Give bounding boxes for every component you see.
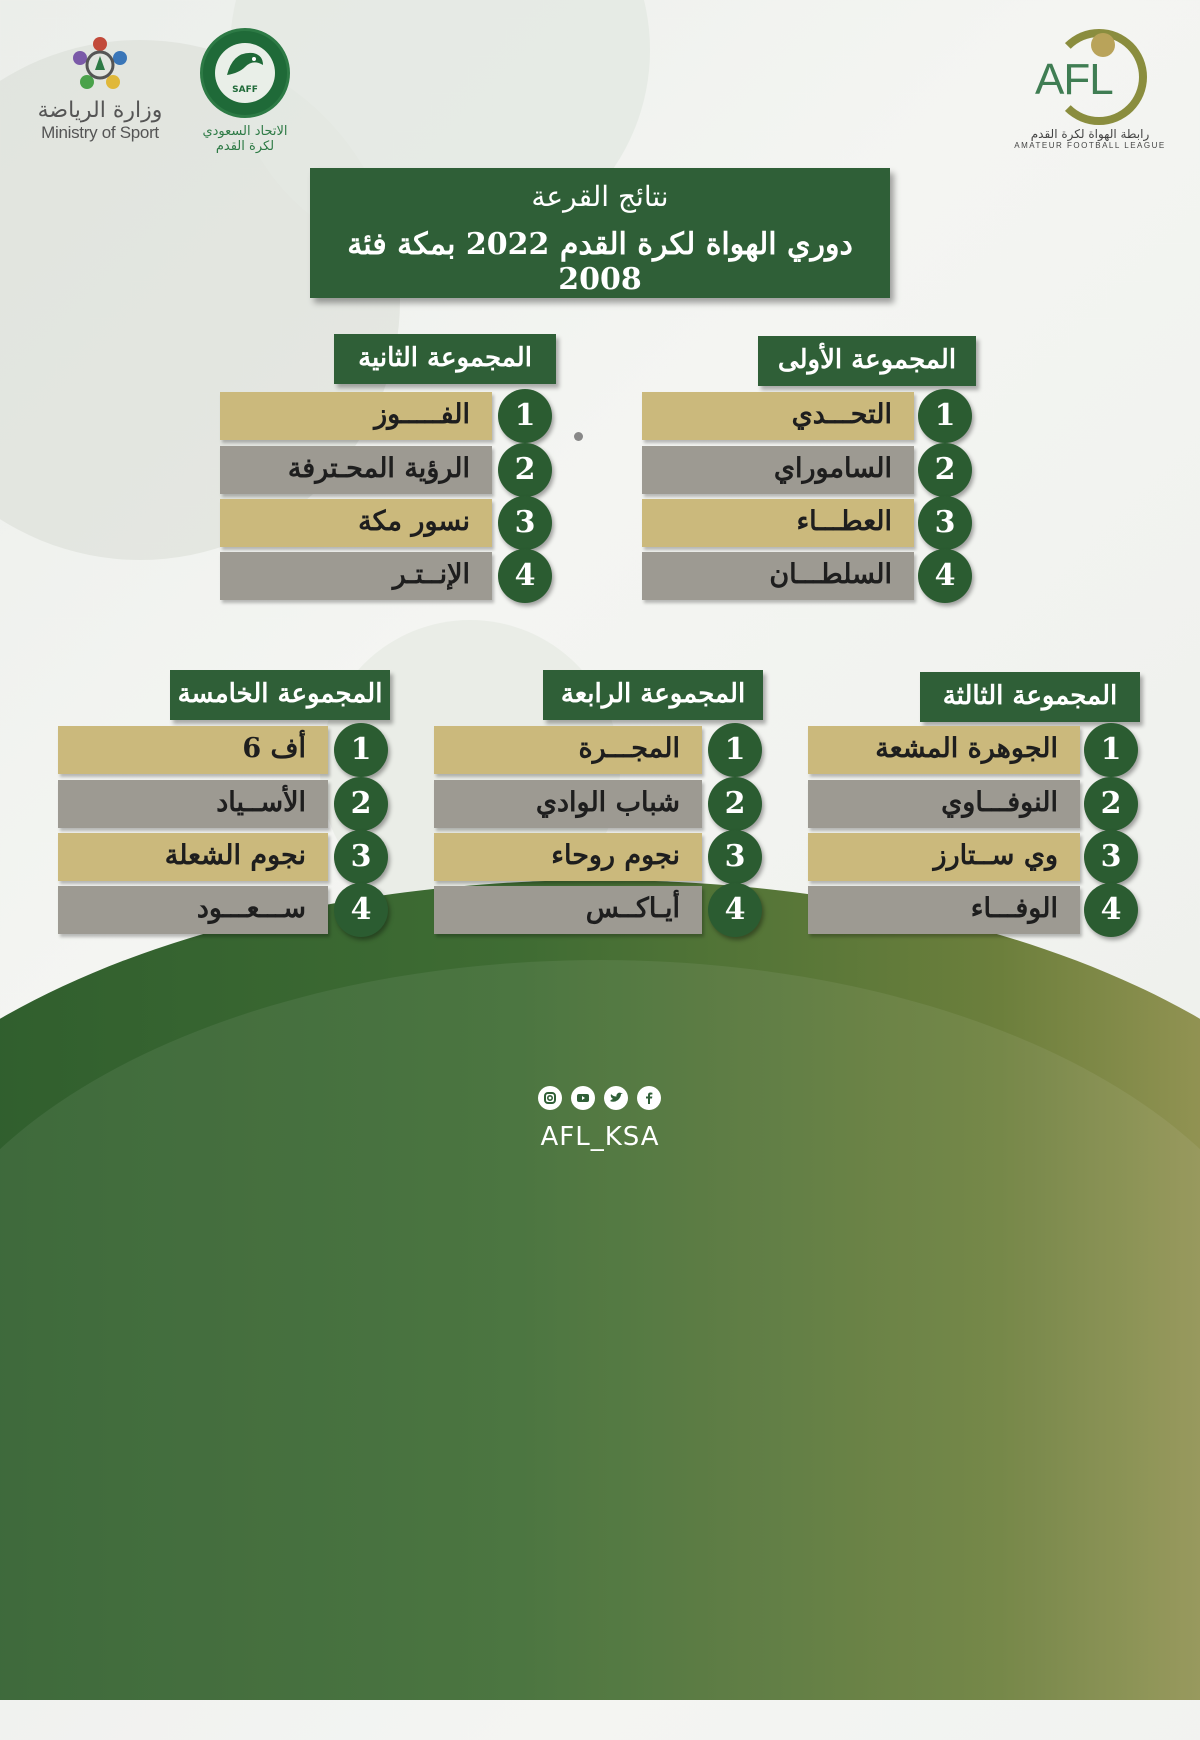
team-name: نجوم الشعلة	[58, 833, 328, 881]
ministry-of-sport-logo	[30, 30, 170, 143]
facebook-icon[interactable]	[637, 1086, 661, 1110]
afl-logo	[1010, 25, 1170, 150]
group-4-row-1	[434, 726, 766, 776]
group-1-header: المجموعة الأولى	[758, 336, 976, 386]
saff-name-line1: الاتحاد السعودي	[202, 124, 288, 139]
rank-number: 4	[918, 549, 972, 603]
rank-number: 3	[498, 496, 552, 550]
rank-number: 2	[708, 777, 762, 831]
instagram-icon[interactable]	[538, 1086, 562, 1110]
title-box	[310, 168, 890, 298]
rank-number: 1	[918, 389, 972, 443]
rank-number: 2	[918, 443, 972, 497]
group-3-row-1	[808, 726, 1140, 776]
group-5-row-1	[58, 726, 390, 776]
saff-name-line2: لكرة القدم	[215, 139, 275, 154]
ministry-name-english: Ministry of Sport	[41, 123, 159, 142]
team-name: الفـــــوز	[220, 392, 492, 440]
team-name: السلطـــان	[642, 552, 914, 600]
team-name: النوفـــاوي	[808, 780, 1080, 828]
afl-name-english: AMATEUR FOOTBALL LEAGUE	[1014, 141, 1166, 150]
footer-band-highlight	[0, 960, 1200, 1740]
team-name: ســـعـــود	[58, 886, 328, 934]
rank-number: 2	[1084, 777, 1138, 831]
separator-dot	[574, 432, 583, 441]
team-name: شباب الوادي	[434, 780, 702, 828]
rank-number: 1	[498, 389, 552, 443]
rank-number: 4	[708, 883, 762, 937]
team-name: نسور مكة	[220, 499, 492, 547]
team-name: التحـــدي	[642, 392, 914, 440]
team-name: الساموراي	[642, 446, 914, 494]
group-5-header: المجموعة الخامسة	[170, 670, 390, 720]
rank-number: 1	[334, 723, 388, 777]
afl-letters: AFL	[1035, 55, 1113, 104]
group-5-row-2	[58, 780, 390, 830]
group-2-header: المجموعة الثانية	[334, 334, 556, 384]
team-name: الإنــتـر	[220, 552, 492, 600]
team-name: وي ســتارز	[808, 833, 1080, 881]
afl-name-arabic: رابطة الهواة لكرة القدم	[1030, 127, 1150, 141]
team-name: الأســياد	[58, 780, 328, 828]
rank-number: 3	[1084, 830, 1138, 884]
rank-number: 4	[334, 883, 388, 937]
twitter-icon[interactable]	[604, 1086, 628, 1110]
team-name: العطـــاء	[642, 499, 914, 547]
rank-number: 4	[498, 549, 552, 603]
group-1-row-2	[642, 446, 976, 496]
group-3-header: المجموعة الثالثة	[920, 672, 1140, 722]
ministry-emblem-icon	[65, 30, 135, 100]
team-name: نجوم روحاء	[434, 833, 702, 881]
group-1-row-1	[642, 392, 976, 442]
group-2-row-2	[220, 446, 556, 496]
ministry-name-arabic: وزارة الرياضة	[37, 98, 163, 123]
group-4-row-3	[434, 833, 766, 883]
page-subtitle: دوري الهواة لكرة القدم 2022 بمكة فئة 2008	[347, 227, 853, 297]
team-name: الوفـــاء	[808, 886, 1080, 934]
saff-emblem-icon	[200, 28, 290, 118]
group-4-header: المجموعة الرابعة	[543, 670, 763, 720]
team-name: المجـــرة	[434, 726, 702, 774]
rank-number: 1	[1084, 723, 1138, 777]
rank-number: 3	[918, 496, 972, 550]
rank-number: 2	[334, 777, 388, 831]
social-handle[interactable]: AFL_KSA	[540, 1122, 660, 1152]
saff-badge-text: SAFF	[232, 85, 258, 95]
group-1-row-4	[642, 552, 976, 602]
team-name: الجوهرة المشعة	[808, 726, 1080, 774]
afl-emblem-icon	[1025, 25, 1155, 125]
group-1-row-3	[642, 499, 976, 549]
team-name: أف 6	[58, 726, 328, 774]
group-2-row-4	[220, 552, 556, 602]
group-3-row-3	[808, 833, 1140, 883]
group-2-row-3	[220, 499, 556, 549]
team-name: أيـاكــس	[434, 886, 702, 934]
group-4-row-2	[434, 780, 766, 830]
rank-number: 3	[334, 830, 388, 884]
group-3-row-2	[808, 780, 1140, 830]
page-title: نتائج القرعة	[531, 180, 669, 213]
group-5-row-4	[58, 886, 390, 936]
saff-name-arabic	[180, 124, 310, 154]
group-4-row-4	[434, 886, 766, 936]
rank-number: 1	[708, 723, 762, 777]
social-links	[538, 1086, 668, 1112]
team-name: الرؤية المحـترفة	[220, 446, 492, 494]
youtube-icon[interactable]	[571, 1086, 595, 1110]
group-3-row-4	[808, 886, 1140, 936]
rank-number: 4	[1084, 883, 1138, 937]
group-5-row-3	[58, 833, 390, 883]
rank-number: 3	[708, 830, 762, 884]
saff-logo	[180, 28, 310, 154]
group-2-row-1	[220, 392, 556, 442]
rank-number: 2	[498, 443, 552, 497]
